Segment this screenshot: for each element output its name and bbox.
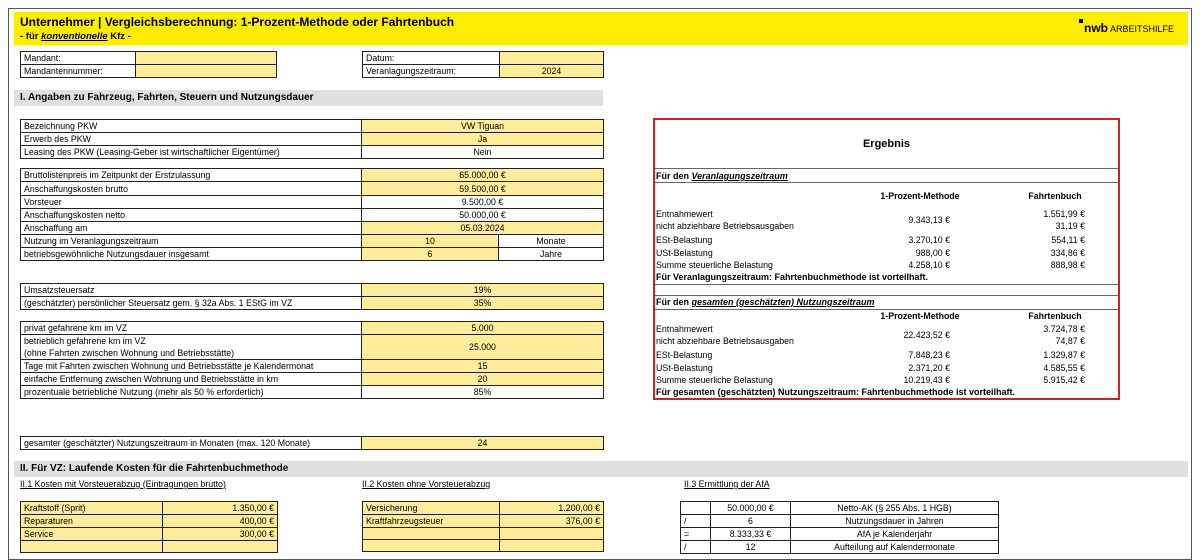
est-label: ESt-Belastung — [656, 350, 713, 360]
ak-netto-value: 50.000,00 € — [362, 209, 604, 222]
kosten-label: Service — [21, 528, 163, 541]
nicht-abziehbar-fahrtenbuch: 31,19 € — [1055, 221, 1085, 231]
summe-fahrtenbuch: 5.915,42 € — [1043, 375, 1085, 385]
est-fahrtenbuch: 554,11 € — [1051, 235, 1085, 245]
divider — [655, 284, 1118, 285]
page-subtitle: - für konventionelle Kfz - — [20, 31, 131, 42]
entnahme-fahrtenbuch: 3.724,78 € — [1043, 324, 1085, 334]
afa-label: Aufteilung auf Kalendermonate — [791, 541, 999, 554]
afa-label: Nutzungsdauer in Jahren — [791, 515, 999, 528]
section-1-header: I. Angaben zu Fahrzeug, Fahrten, Steuern und Nutzungsdauer — [14, 90, 603, 106]
tage-label: Tage mit Fahrten zwischen Wohnung und Betriebsstätte je Kalendermonat — [21, 360, 362, 373]
est-fahrtenbuch: 1.329,87 € — [1043, 350, 1085, 360]
col-header-1prozent: 1-Prozent-Methode — [880, 311, 960, 321]
ust-satz-input[interactable]: 19% — [362, 284, 604, 297]
kosten-input[interactable]: 1.350,00 € — [163, 502, 278, 515]
kosten-input[interactable]: 400,00 € — [163, 515, 278, 528]
ergebnis-gesamt-heading: Für den gesamten (geschätzten) Nutzungszeitraum — [656, 297, 875, 307]
kosten-label — [21, 541, 163, 553]
entnahme-fahrtenbuch: 1.551,99 € — [1043, 209, 1085, 219]
ergebnis-title: Ergebnis — [862, 138, 911, 150]
summe-label: Summe steuerliche Belastung — [656, 375, 773, 385]
bruttolisten-label: Bruttolistenpreis im Zeitpunkt der Erstzulassung — [21, 169, 362, 182]
nwb-logo: nwb ARBEITSHILFE — [1084, 21, 1174, 35]
nutzungsdauer-input[interactable]: 6 — [362, 248, 499, 261]
kosten-input[interactable] — [163, 541, 278, 553]
kosten-label: Kraftfahrzeugsteuer — [363, 515, 500, 528]
afa-value: 50.000,00 € — [711, 502, 791, 515]
afa-value: 8.333,33 € — [711, 528, 791, 541]
col-header-1prozent: 1-Prozent-Methode — [880, 191, 960, 201]
mandantennummer-label: Mandantennummer: — [21, 65, 136, 78]
anschaffung-label: Anschaffung am — [21, 222, 362, 235]
divider — [655, 168, 1118, 169]
entnahme-1prozent: 22.423,52 € — [903, 330, 950, 340]
bruttolisten-input[interactable]: 65.000,00 € — [362, 169, 604, 182]
afa-operator: / — [681, 541, 711, 554]
vorsteuer-label: Vorsteuer — [21, 196, 362, 209]
privat-km-input[interactable]: 5.000 — [362, 322, 604, 335]
afa-operator: = — [681, 528, 711, 541]
steuersatz-label: (geschätzter) persönlicher Steuersatz gem. § 32a Abs. 1 EStG im VZ — [21, 297, 362, 310]
ak-netto-label: Anschaffungskosten netto — [21, 209, 362, 222]
subsection-2-2-title: II.2 Kosten ohne Vorsteuerabzug — [362, 479, 491, 489]
betrieb-km-input[interactable]: 25.000 — [362, 335, 604, 360]
pkw-table — [20, 119, 604, 159]
nicht-abziehbar-fahrtenbuch: 74,87 € — [1055, 336, 1085, 346]
est-label: ESt-Belastung — [656, 235, 713, 245]
nutzung-vz-unit: Monate — [499, 235, 604, 248]
summe-label: Summe steuerliche Belastung — [656, 260, 773, 270]
entnahme-label: Entnahmewert — [656, 324, 713, 334]
datum-table — [362, 51, 604, 78]
subsection-2-1-title: II.1 Kosten mit Vorsteuerabzug (Eintragungen brutto) — [20, 479, 226, 489]
summe-1prozent: 4.258,10 € — [908, 260, 950, 270]
pkw-bezeichnung-input[interactable]: VW Tiguan — [362, 120, 604, 133]
nutzung-vz-input[interactable]: 10 — [362, 235, 499, 248]
km-table — [20, 321, 604, 399]
vz-conclusion: Für Veranlagungszeitraum: Fahrtenbuchmethode ist vorteilhaft. — [656, 272, 929, 282]
entnahme-1prozent: 9.343,13 € — [908, 215, 950, 225]
kosten-mit-vst-table — [20, 501, 278, 553]
cost-table — [20, 168, 604, 261]
kosten-input[interactable]: 1.200,00 € — [500, 502, 604, 515]
pkw-erwerb-input[interactable]: Ja — [362, 133, 604, 146]
vorsteuer-value: 9.500,00 € — [362, 196, 604, 209]
steuersatz-input[interactable]: 35% — [362, 297, 604, 310]
anschaffung-input[interactable]: 05.03.2024 — [362, 222, 604, 235]
mandant-label: Mandant: — [21, 52, 136, 65]
vz-input[interactable]: 2024 — [500, 65, 604, 78]
ust-1prozent: 988,00 € — [915, 248, 950, 258]
nutzungsdauer-label: betriebsgewöhnliche Nutzungsdauer insgesamt — [21, 248, 362, 261]
entfernung-label: einfache Entfernung zwischen Wohnung und Betriebsstätte in km — [21, 373, 362, 386]
divider — [655, 309, 1118, 310]
ust-label: USt-Belastung — [656, 248, 713, 258]
ak-brutto-input[interactable]: 59.500,00 € — [362, 182, 604, 196]
ust-fahrtenbuch: 4.585,55 € — [1043, 363, 1085, 373]
nicht-abziehbar-label: nicht abziehbare Betriebsausgaben — [656, 221, 794, 231]
est-1prozent: 7.848,23 € — [908, 350, 950, 360]
betrieb-km-label: betrieblich gefahrene km im VZ (ohne Fahrten zwischen Wohnung und Betriebsstätte) — [21, 335, 362, 360]
sheet-header — [14, 12, 1188, 45]
kosten-input[interactable] — [500, 540, 604, 552]
kosten-label: Kraftstoff (Sprit) — [21, 502, 163, 515]
section-2-header: II. Für VZ: Laufende Kosten für die Fahrtenbuchmethode — [14, 461, 1188, 477]
afa-label: AfA je Kalenderjahr — [791, 528, 999, 541]
entfernung-input[interactable]: 20 — [362, 373, 604, 386]
afa-operator: / — [681, 515, 711, 528]
gesamtzeitraum-input[interactable]: 24 — [362, 437, 604, 450]
col-header-fahrtenbuch: Fahrtenbuch — [1028, 311, 1082, 321]
logo-dot-icon — [1079, 19, 1083, 23]
mandantennummer-input[interactable] — [136, 65, 277, 78]
tage-input[interactable]: 15 — [362, 360, 604, 373]
page-title: Unternehmer | Vergleichsberechnung: 1-Prozent-Methode oder Fahrtenbuch — [20, 15, 455, 29]
afa-table — [680, 501, 999, 554]
ust-1prozent: 2.371,20 € — [908, 363, 950, 373]
nutzung-vz-label: Nutzung im Veranlagungszeitraum — [21, 235, 362, 248]
mandant-table — [20, 51, 277, 78]
afa-label: Netto-AK (§ 255 Abs. 1 HGB) — [791, 502, 999, 515]
pkw-erwerb-label: Erwerb des PKW — [21, 133, 362, 146]
kosten-ohne-vst-table — [362, 501, 604, 552]
entnahme-label: Entnahmewert — [656, 209, 713, 219]
afa-operator — [681, 502, 711, 515]
kosten-label — [363, 528, 500, 540]
privat-km-label: privat gefahrene km im VZ — [21, 322, 362, 335]
pkw-leasing-value[interactable]: Nein — [362, 146, 604, 159]
ergebnis-box — [653, 118, 1120, 400]
datum-input[interactable] — [500, 52, 604, 65]
gesamt-conclusion: Für gesamten (geschätzten) Nutzungszeitraum: Fahrtenbuchmethode ist vorteilhaft. — [656, 387, 1016, 397]
ust-fahrtenbuch: 334,86 € — [1050, 248, 1085, 258]
betrieb-anteil-value: 85% — [362, 386, 604, 399]
col-header-fahrtenbuch: Fahrtenbuch — [1028, 191, 1082, 201]
kosten-label — [363, 540, 500, 552]
ergebnis-vz-heading: Für den Veranlagungszeitraum — [656, 171, 788, 181]
pkw-bezeichnung-label: Bezeichnung PKW — [21, 120, 362, 133]
tax-table — [20, 283, 604, 310]
summe-fahrtenbuch: 888,98 € — [1050, 260, 1085, 270]
summe-1prozent: 10.219,43 € — [903, 375, 950, 385]
gesamtzeitraum-label: gesamter (geschätzter) Nutzungszeitraum in Monaten (max. 120 Monate) — [21, 437, 362, 450]
vz-label: Veranlagungszeitraum: — [363, 65, 500, 78]
mandant-input[interactable] — [136, 52, 277, 65]
kosten-label: Reparaturen — [21, 515, 163, 528]
ak-brutto-label: Anschaffungskosten brutto — [21, 182, 362, 196]
divider — [655, 295, 1118, 296]
afa-value: 12 — [711, 541, 791, 554]
kosten-input[interactable]: 376,00 € — [500, 515, 604, 528]
nicht-abziehbar-label: nicht abziehbare Betriebsausgaben — [656, 336, 794, 346]
est-1prozent: 3.270,10 € — [908, 235, 950, 245]
afa-value: 6 — [711, 515, 791, 528]
kosten-input[interactable] — [500, 528, 604, 540]
ust-satz-label: Umsatzsteuersatz — [21, 284, 362, 297]
kosten-label: Versicherung — [363, 502, 500, 515]
subsection-2-3-title: II.3 Ermittlung der AfA — [684, 479, 770, 489]
datum-label: Datum: — [363, 52, 500, 65]
ust-label: USt-Belastung — [656, 363, 713, 373]
divider — [655, 182, 1118, 183]
betrieb-anteil-label: prozentuale betriebliche Nutzung (mehr als 50 % erforderlich) — [21, 386, 362, 399]
kosten-input[interactable]: 300,00 € — [163, 528, 278, 541]
pkw-leasing-label: Leasing des PKW (Leasing-Geber ist wirtschaftlicher Eigentümer) — [21, 146, 362, 159]
nutzungsdauer-unit: Jahre — [499, 248, 604, 261]
gesamtzeitraum-table — [20, 436, 604, 450]
